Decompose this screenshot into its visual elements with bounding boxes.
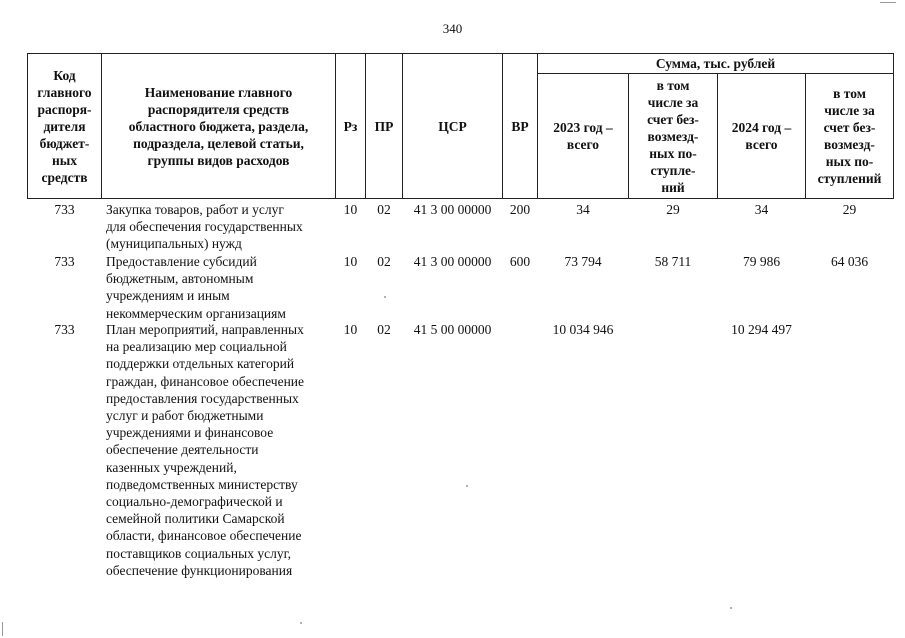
row-2023-free: 29 [666, 202, 680, 217]
header-2024-free [806, 74, 893, 198]
header-bottom-border [27, 198, 894, 199]
row-2024-total: 79 986 [742, 254, 781, 269]
header-sum-group-label: Сумма, тыс. рублей [655, 56, 776, 71]
header-2023-free [629, 74, 717, 198]
header-2024-free-label: в том числе за счет без- возмезд- ных по- ступлений [817, 86, 882, 186]
header-code-label: Код главного распоря- дителя бюджет- ных средств [37, 67, 92, 185]
row-csr: 41 3 00 00000 [413, 202, 492, 217]
header-csr-label: ЦСР [438, 118, 467, 134]
scan-speck [300, 622, 302, 624]
row-rz: 10 [343, 202, 358, 217]
row-code: 733 [54, 254, 75, 269]
row-name: План мероприятий, направленных на реализацию мер социальной поддержки отдельных категорий граждан, финансовое обеспечение предоставления государственных услуг и работ бюджетными учреждениями и финансовое обеспечение деятельности казенных учреждений, подведомственных министерству социально-демографической и семейной политики Самарской области, финансовое обеспечение поставщиков социальных услуг, обеспечение функционирования [106, 322, 305, 578]
header-name [102, 54, 335, 198]
header-2023-total [538, 74, 628, 198]
row-vr: 200 [509, 202, 531, 217]
row-vr: 600 [509, 254, 531, 269]
row-code: 733 [54, 202, 75, 217]
row-2023-total: 73 794 [564, 254, 602, 269]
scan-mark [2, 622, 3, 636]
row-pr: 02 [377, 202, 391, 217]
row-2023-total: 34 [576, 202, 590, 217]
header-csr [403, 54, 502, 198]
header-rz [336, 54, 365, 198]
header-2024-total [718, 74, 805, 198]
header-2023-total-label: 2023 год – всего [553, 120, 613, 152]
row-csr: 41 3 00 00000 [413, 254, 492, 269]
header-code [28, 54, 101, 198]
row-name: Предоставление субсидий бюджетным, автономным учреждениям и иным некоммерческим организациям [106, 254, 286, 321]
page-number: 340 [442, 21, 463, 36]
scan-speck [730, 607, 732, 609]
header-sum-group [538, 54, 893, 73]
header-2024-total-label: 2024 год – всего [731, 120, 792, 152]
scan-speck [384, 296, 386, 298]
scan-speck [466, 485, 468, 487]
row-2023-free: 58 711 [654, 254, 692, 269]
col-border [893, 53, 894, 199]
row-rz: 10 [343, 322, 358, 337]
header-rz-label: Рз [343, 118, 358, 134]
row-2024-total: 34 [754, 202, 769, 217]
row-csr: 41 5 00 00000 [413, 322, 492, 337]
scan-mark [880, 2, 896, 3]
header-vr-label: ВР [511, 118, 529, 134]
row-rz: 10 [343, 254, 358, 269]
row-name: Закупка товаров, работ и услуг для обеспечения государственных (муниципальных) нужд [106, 202, 303, 252]
header-name-label: Наименование главного распорядителя средств областного бюджета, раздела, подраздела, целевой статьи, группы видов расходов [128, 84, 309, 168]
row-pr: 02 [377, 254, 391, 269]
header-2023-free-label: в том числе за счет без- возмезд- ных по- ступле- ний [647, 77, 699, 195]
header-pr-label: ПР [374, 118, 394, 134]
row-2024-free: 64 036 [830, 254, 869, 269]
row-2023-total: 10 034 946 [552, 322, 614, 337]
row-pr: 02 [377, 322, 391, 337]
row-code: 733 [54, 322, 75, 337]
header-vr [503, 54, 537, 198]
row-2024-free: 29 [842, 202, 857, 217]
row-2024-total: 10 294 497 [731, 322, 792, 337]
header-pr [366, 54, 402, 198]
